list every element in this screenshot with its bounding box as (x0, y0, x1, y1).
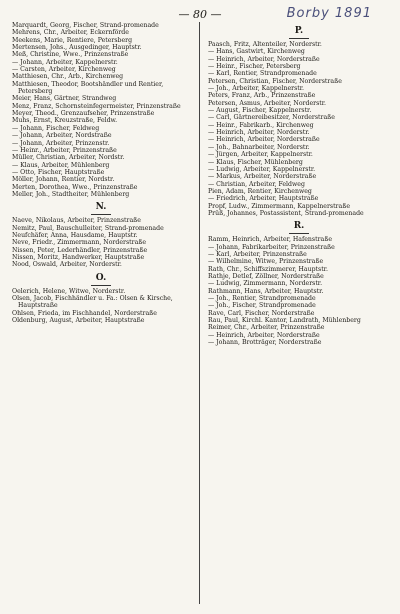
directory-entry: Rath, Chr., Schiffszimmerer, Hauptstr. (208, 265, 328, 273)
directory-entry: — Wilhelmine, Witwe, Prinzenstraße (208, 258, 324, 266)
directory-entry: — Heinr., Fischer, Petersberg (208, 63, 301, 71)
section-rule (289, 233, 309, 234)
directory-entry: — Joh., Fischer, Strandpromenade (208, 302, 316, 310)
entries-m (12, 22, 190, 198)
directory-entry: — Carl, Gärtnereibesitzer, Norderstraße (208, 114, 335, 122)
directory-entry: Rathje, Detlef, Zöllner, Norderstraße (208, 272, 324, 280)
directory-entry: — Joh., Arbeiter, Kappelnerstr. (208, 85, 305, 93)
directory-entry: Ramm, Heinrich, Arbeiter, Hafenstraße (208, 236, 333, 244)
directory-entry: — Heinrich, Arbeiter, Norderstraße (208, 331, 320, 339)
entries-r (208, 236, 390, 346)
section-letter-o: O. (95, 272, 107, 283)
directory-entry: Propf, Ludw., Zimmermann, Kappelnerstraße (208, 202, 350, 210)
directory-entry: — Johann, Fischer, Feldweg (12, 124, 100, 132)
left-column (12, 22, 190, 606)
directory-entry: Meyer, Theod., Grenzaufseher, Prinzenstraße (12, 110, 155, 118)
directory-entry: — Carsten, Arbeiter, Kirchenweg (12, 66, 116, 74)
directory-entry: Neufchäfer, Anna, Hausdame, Hauptstr. (12, 231, 138, 239)
directory-entry: Mehrens, Chr., Arbeiter, Eckernförde (12, 29, 129, 37)
directory-entry: — Heinr., Arbeiter, Prinzenstraße (12, 146, 117, 154)
directory-entry: Paasch, Fritz, Altenteiler, Norderstr. (208, 41, 322, 48)
directory-entry: Reimer, Chr., Arbeiter, Prinzenstraße (208, 324, 325, 332)
directory-entry: — Karl, Rentier, Strandpromenade (208, 70, 317, 78)
directory-entry: Rathmann, Hans, Arbeiter, Hauptstr. (208, 287, 324, 295)
directory-entry: Nissen, Peter, Lederhändler, Prinzenstraße (12, 246, 148, 254)
directory-entry: — Joh., Rentier, Strandpromenade (208, 295, 316, 302)
directory-entry: — Otto, Fischer, Hauptstraße (12, 168, 105, 176)
directory-entry: — Ludwig, Arbeiter, Kappelnerstr. (208, 165, 316, 173)
directory-entry: Muhs, Ernst, Kreuzstraße, Feldw. (12, 117, 118, 125)
directory-entry: — Markus, Arbeiter, Norderstraße (208, 173, 317, 181)
directory-entry: Meier, Hans, Gärtner, Strandweg (12, 95, 117, 103)
directory-entry: — Klaus, Arbeiter, Mühlenberg (12, 161, 110, 169)
directory-entry: — Johann, Arbeiter, Prinzenstr. (12, 139, 110, 147)
directory-entry: — Hans, Gastwirt, Kirchenweg (208, 48, 305, 56)
directory-entry: Peters, Franz, Arb., Prinzenstraße (208, 92, 316, 100)
directory-entry: — Heinrich, Arbeiter, Norderstraße (208, 55, 320, 63)
directory-entry: Matthiesen, Theodor, Bootshändler und Rentier, Petersberg (12, 80, 164, 96)
directory-entry: Nemitz, Paul, Bauschulleiter, Strand-promenade (12, 224, 164, 232)
directory-entry: Marquardt, Georg, Fischer, Strand-promenade (12, 22, 159, 29)
directory-entry: — Friedrich, Arbeiter, Hauptstraße (208, 195, 319, 203)
directory-entry: — Heinr., Fabrikarb., Kirchenweg (208, 121, 314, 129)
entries-p (208, 41, 390, 217)
directory-entry: Merten, Dorothea, Wwe., Prinzenstraße (12, 183, 138, 191)
directory-entry: Müller, Christian, Arbeiter, Nordstr. (12, 154, 125, 162)
directory-entry: — Heinrich, Arbeiter, Norderstraße (208, 136, 320, 144)
right-column (208, 22, 390, 606)
page-number: — 80 — (178, 8, 222, 21)
directory-entry: Meller, Joh., Stadtheiter, Mühlenberg (12, 190, 130, 198)
section-rule (289, 38, 309, 39)
directory-entry: Ohlsen, Frieda, im Fischhandel, Norderstraße (12, 309, 157, 317)
directory-entry: — Johann, Arbeiter, Kappelnerstr. (12, 58, 118, 66)
directory-entry: Neve, Friedr., Zimmermann, Norderstraße (12, 239, 147, 247)
directory-entry: Möller, Johann, Rentier, Nordstr. (12, 176, 115, 184)
directory-entry: — Klaus, Fischer, Mühlenberg (208, 158, 303, 166)
directory-entry: Pien, Adam, Rentier, Kirchenweg (208, 187, 312, 195)
directory-entry: Prüß, Johannes, Postassistent, Strand-promenade (208, 209, 364, 217)
directory-entry: — Ludwig, Zimmermann, Norderstr. (208, 280, 323, 288)
directory-entry: Meß, Christine, Wwe., Prinzenstraße (12, 51, 129, 59)
directory-entry: Naeve, Nikolaus, Arbeiter, Prinzenstraße (12, 217, 141, 225)
directory-entry: — Johann, Fabrikarbeiter, Prinzenstraße (208, 243, 335, 251)
directory-entry: Rau, Paul, Kirchl. Kantor, Landrath, Mühlenberg (208, 317, 361, 325)
directory-entry: Oldenburg, August, Arbeiter, Hauptstraße (12, 317, 145, 325)
directory-entry: — Christian, Arbeiter, Feldweg (208, 180, 305, 188)
directory-entry: — Johann, Arbeiter, Nordstraße (12, 132, 112, 140)
entries-n (12, 217, 190, 268)
section-letter-p: P. (294, 26, 304, 36)
directory-entry: Petersen, Asmus, Arbeiter, Norderstr. (208, 99, 326, 107)
directory-entry: — Johann, Brotträger, Norderstraße (208, 339, 322, 347)
directory-entry: Matthiesen, Chr., Arb., Kirchenweg (12, 73, 124, 81)
directory-entry: Nood, Oswald, Arbeiter, Norderstr. (12, 261, 122, 269)
directory-entry: — Joh., Bahnarbeiter, Norderstr. (208, 143, 310, 151)
directory-entry: Nissen, Moritz, Handwerker, Hauptstraße (12, 253, 145, 261)
section-letter-r: R. (293, 221, 305, 232)
directory-entry: Petersen, Christian, Fischer, Norderstraße (208, 77, 342, 85)
directory-entry: Menz, Franz, Schornsteinfegermeister, Prinzenstraße (12, 102, 181, 110)
column-divider (199, 22, 200, 604)
directory-entry: — Jürgen, Arbeiter, Kappelnerstr. (208, 151, 313, 159)
section-rule (91, 285, 111, 286)
directory-entry: Olsen, Jacob, Fischhändler u. Fa.: Olsen & Kirsche, Hauptstraße (12, 295, 173, 310)
directory-entry: — August, Fischer, Kappelnerstr. (208, 107, 312, 115)
directory-entry: Rave, Carl, Fischer, Norderstraße (208, 309, 315, 317)
directory-entry: Meekens, Marie, Rentiere, Petersberg (12, 36, 133, 44)
directory-entry: Oelerich, Helene, Witwe, Norderstr. (12, 287, 126, 295)
section-rule (91, 214, 111, 215)
directory-entry: — Heinrich, Arbeiter, Norderstr. (208, 129, 310, 137)
section-letter-n: N. (95, 202, 107, 213)
directory-entry: — Karl, Arbeiter, Prinzenstraße (208, 250, 307, 258)
directory-entry: Mertensen, Johs., Ausgedinger, Hauptstr. (12, 44, 142, 52)
entries-o (12, 288, 190, 325)
handwritten-annotation: Borby 1891 (286, 6, 372, 21)
